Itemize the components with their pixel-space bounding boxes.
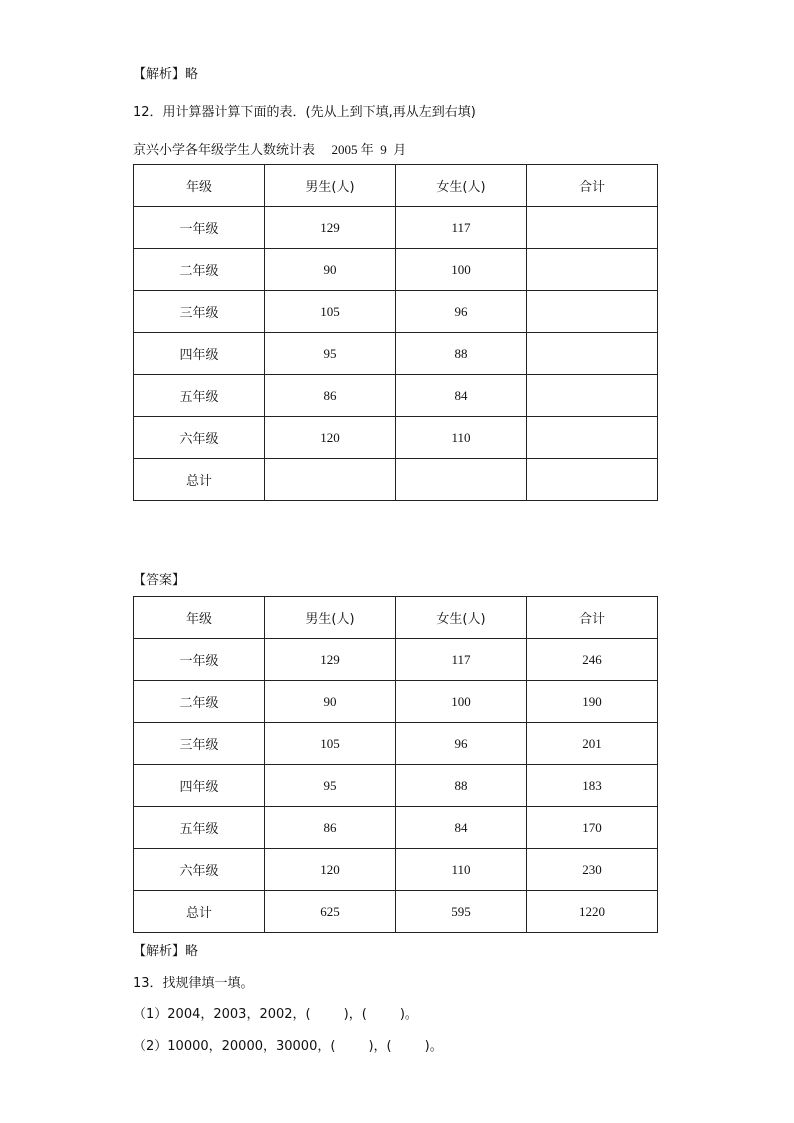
answer-cell-boys: 120: [265, 849, 396, 891]
question-cell-boys: 95: [265, 333, 396, 375]
answer-header-cell: 年级: [134, 597, 265, 639]
question-cell-grade: 四年级: [134, 333, 265, 375]
answer-header-cell: 男生(人): [265, 597, 396, 639]
question-cell-boys: 120: [265, 417, 396, 459]
question-table-row: [134, 249, 658, 291]
question-cell-grade: 一年级: [134, 207, 265, 249]
question-table-row: [134, 207, 658, 249]
answer-cell-grade: 六年级: [134, 849, 265, 891]
question-13-line-2: （2）10000，20000，30000，( )，( )。: [133, 1039, 443, 1054]
question-cell-girls: [396, 459, 527, 501]
question-table-row: [134, 333, 658, 375]
question-cell-grade: 三年级: [134, 291, 265, 333]
answer-header-cell: 合计: [527, 597, 658, 639]
answer-table-row: [134, 681, 658, 723]
question-table: [133, 164, 658, 501]
answer-cell-total: 190: [527, 681, 658, 723]
answer-cell-boys: 95: [265, 765, 396, 807]
question-13-title: 13．找规律填一填。: [133, 976, 254, 991]
question-13-line-1: （1）2004，2003，2002，( )，( )。: [133, 1007, 418, 1022]
answer-cell-girls: 110: [396, 849, 527, 891]
answer-cell-total: 201: [527, 723, 658, 765]
question-cell-boys: 86: [265, 375, 396, 417]
answer-cell-girls: 100: [396, 681, 527, 723]
answer-table-row: [134, 849, 658, 891]
answer-cell-total: 1220: [527, 891, 658, 933]
question-table-row: [134, 375, 658, 417]
question-cell-total: [527, 375, 658, 417]
question-table-row: [134, 417, 658, 459]
answer-cell-grade: 五年级: [134, 807, 265, 849]
answer-cell-total: 246: [527, 639, 658, 681]
answer-cell-girls: 84: [396, 807, 527, 849]
question-cell-boys: 90: [265, 249, 396, 291]
question-header-cell: 年级: [134, 165, 265, 207]
answer-cell-total: 170: [527, 807, 658, 849]
answer-cell-grade: 三年级: [134, 723, 265, 765]
table-caption: [133, 141, 406, 160]
answer-cell-girls: 595: [396, 891, 527, 933]
answer-table-row: [134, 765, 658, 807]
question-cell-total: [527, 207, 658, 249]
caption-date: 2005 年 9 月: [331, 142, 407, 157]
question-cell-grade: 六年级: [134, 417, 265, 459]
question-table-row: [134, 459, 658, 501]
answer-cell-girls: 88: [396, 765, 527, 807]
question-cell-girls: 110: [396, 417, 527, 459]
answer-cell-girls: 117: [396, 639, 527, 681]
answer-header-row: [134, 597, 658, 639]
question-cell-girls: 84: [396, 375, 527, 417]
answer-cell-total: 183: [527, 765, 658, 807]
answer-label: 【答案】: [133, 573, 186, 588]
question-header-cell: 男生(人): [265, 165, 396, 207]
caption-school: 京兴小学各年级学生人数统计表: [133, 143, 316, 158]
question-cell-grade: 五年级: [134, 375, 265, 417]
question-table-row: [134, 291, 658, 333]
answer-cell-grade: 总计: [134, 891, 265, 933]
answer-cell-grade: 四年级: [134, 765, 265, 807]
answer-cell-total: 230: [527, 849, 658, 891]
question-cell-boys: [265, 459, 396, 501]
answer-cell-boys: 129: [265, 639, 396, 681]
answer-cell-boys: 625: [265, 891, 396, 933]
question-cell-total: [527, 417, 658, 459]
question-cell-total: [527, 333, 658, 375]
answer-cell-boys: 90: [265, 681, 396, 723]
answer-header-cell: 女生(人): [396, 597, 527, 639]
question-cell-total: [527, 459, 658, 501]
question-cell-grade: 二年级: [134, 249, 265, 291]
answer-cell-grade: 一年级: [134, 639, 265, 681]
question-cell-grade: 总计: [134, 459, 265, 501]
answer-table-row: [134, 639, 658, 681]
answer-table: [133, 596, 658, 933]
question-header-row: [134, 165, 658, 207]
question-cell-girls: 117: [396, 207, 527, 249]
analysis-label-bottom: 【解析】略: [133, 944, 199, 959]
analysis-label-top: 【解析】略: [133, 67, 199, 82]
answer-cell-girls: 96: [396, 723, 527, 765]
question-cell-girls: 100: [396, 249, 527, 291]
answer-table-row: [134, 891, 658, 933]
answer-cell-boys: 86: [265, 807, 396, 849]
answer-table-row: [134, 723, 658, 765]
answer-cell-boys: 105: [265, 723, 396, 765]
question-cell-total: [527, 249, 658, 291]
question-cell-boys: 129: [265, 207, 396, 249]
question-12-title: 12．用计算器计算下面的表．(先从上到下填,再从左到右填): [133, 105, 476, 120]
question-header-cell: 女生(人): [396, 165, 527, 207]
question-cell-girls: 96: [396, 291, 527, 333]
answer-table-row: [134, 807, 658, 849]
question-header-cell: 合计: [527, 165, 658, 207]
answer-cell-grade: 二年级: [134, 681, 265, 723]
question-cell-girls: 88: [396, 333, 527, 375]
question-cell-total: [527, 291, 658, 333]
question-cell-boys: 105: [265, 291, 396, 333]
